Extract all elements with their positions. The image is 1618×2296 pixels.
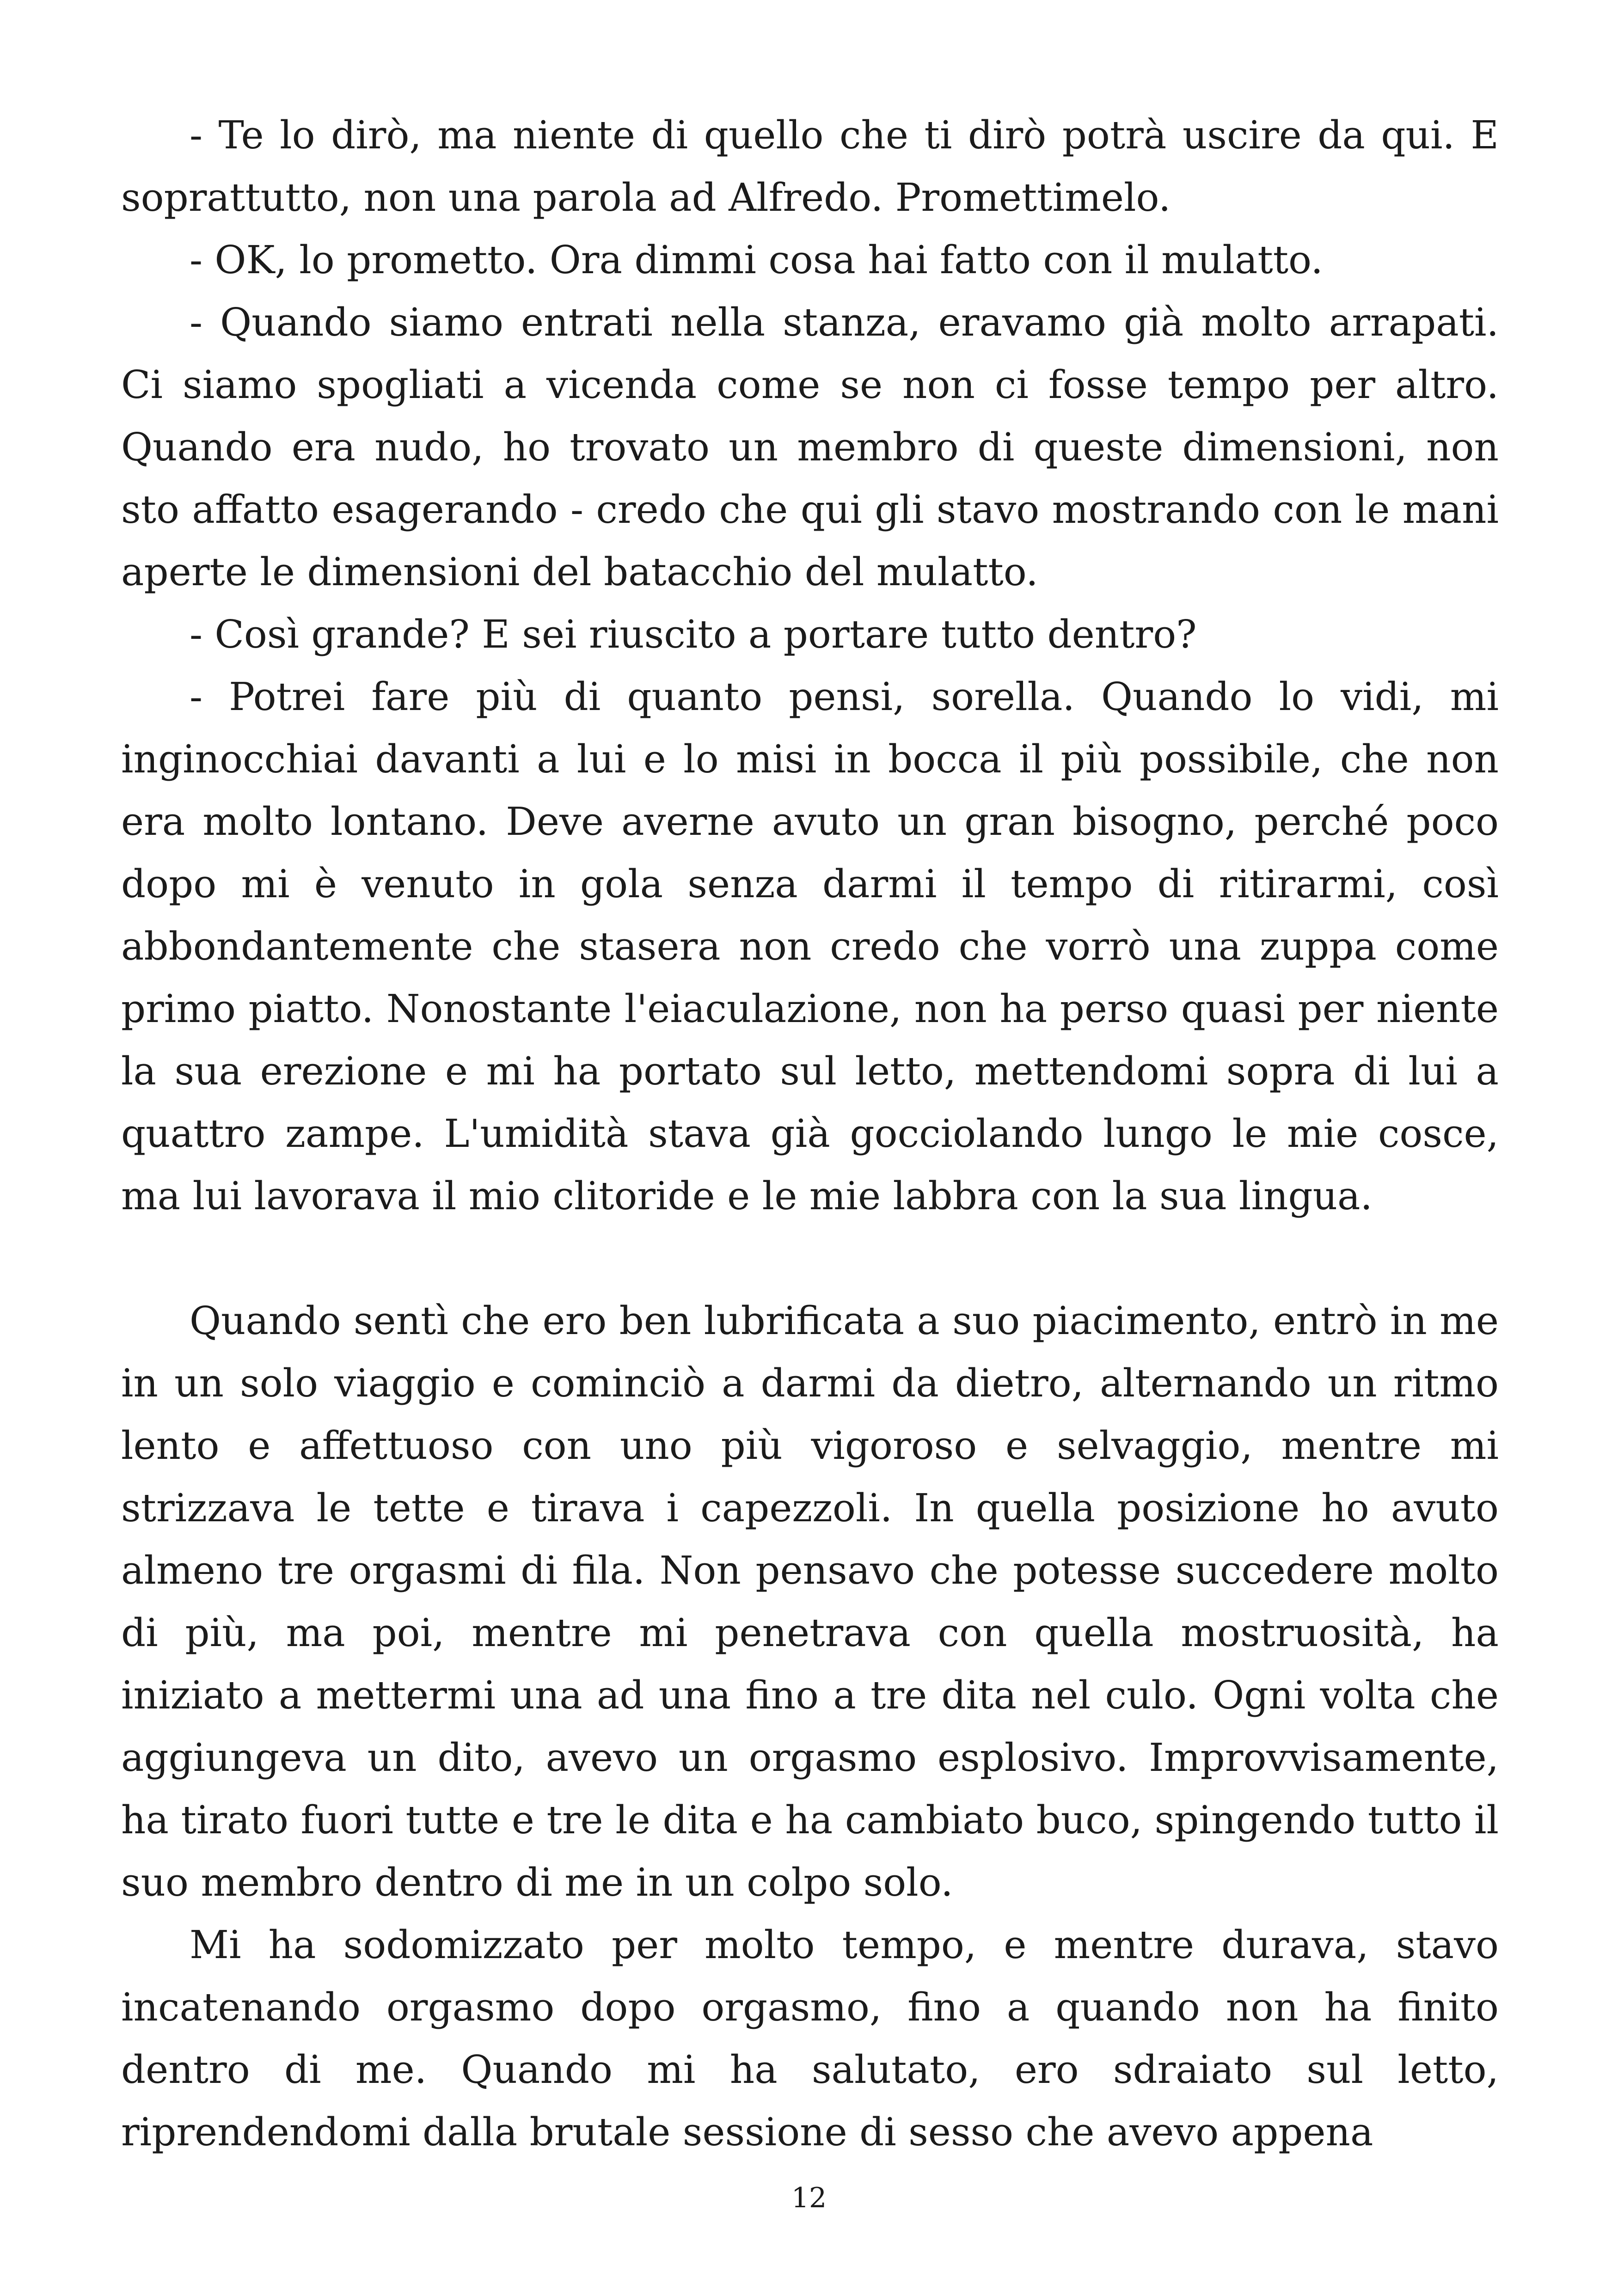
paragraph-1: - Te lo dirò, ma niente di quello che ti dirò potrà uscire da qui. E soprattutto, non una parola ad Alfredo. Promettimelo. <box>121 113 1499 220</box>
paragraph-3: - Quando siamo entrati nella stanza, eravamo già molto arrapati. Ci siamo spogliati a vicenda come se non ci fosse tempo per altro. Quando era nudo, ho trovato un membro di queste dimensioni, non sto affatto esagerando - credo che qui gli stavo mostrando con le mani aperte le dimensioni del batacchio del mulatto. <box>121 300 1499 594</box>
page-body <box>121 104 1499 2184</box>
paragraph-5: - Potrei fare più di quanto pensi, sorella. Quando lo vidi, mi inginocchiai davanti a lui e lo misi in bocca il più possibile, che non era molto lontano. Deve averne avuto un gran bisogno, perché poco dopo mi è venuto in gola senza darmi il tempo di ritirarmi, così abbondantemente che stasera non credo che vorrò una zuppa come primo piatto. Nonostante l'eiaculazione, non ha perso quasi per niente la sua erezione e mi ha portato sul letto, mettendomi sopra di lui a quattro zampe. L'umidità stava già gocciolando lungo le mie cosce, ma lui lavorava il mio clitoride e le mie labbra con la sua lingua. <box>121 674 1499 1218</box>
paragraph-7: Mi ha sodomizzato per molto tempo, e mentre durava, stavo incatenando orgasmo dopo orgasmo, fino a quando non ha finito dentro di me. Quando mi ha salutato, ero sdraiato sul letto, riprendendomi dalla brutale sessione di sesso che avevo appena <box>121 1923 1499 2155</box>
paragraph-4: - Così grande? E sei riuscito a portare tutto dentro? <box>190 612 1197 657</box>
page-number: 12 <box>791 2182 827 2214</box>
paragraph-2: - OK, lo prometto. Ora dimmi cosa hai fatto con il mulatto. <box>190 238 1323 282</box>
body-text <box>121 104 1499 2163</box>
paragraph-6: Quando sentì che ero ben lubrificata a suo piacimento, entrò in me in un solo viaggio e cominciò a darmi da dietro, alternando un ritmo lento e affettuoso con uno più vigoroso e selvaggio, mentre mi strizzava le tette e tirava i capezzoli. In quella posizione ho avuto almeno tre orgasmi di fila. Non pensavo che potesse succedere molto di più, ma poi, mentre mi penetrava con quella mostruosità, ha iniziato a mettermi una ad una fino a tre dita nel culo. Ogni volta che aggiungeva un dito, avevo un orgasmo esplosivo. Improvvisamente, ha tirato fuori tutte e tre le dita e ha cambiato buco, spingendo tutto il suo membro dentro di me in un colpo solo. <box>121 1298 1499 1905</box>
